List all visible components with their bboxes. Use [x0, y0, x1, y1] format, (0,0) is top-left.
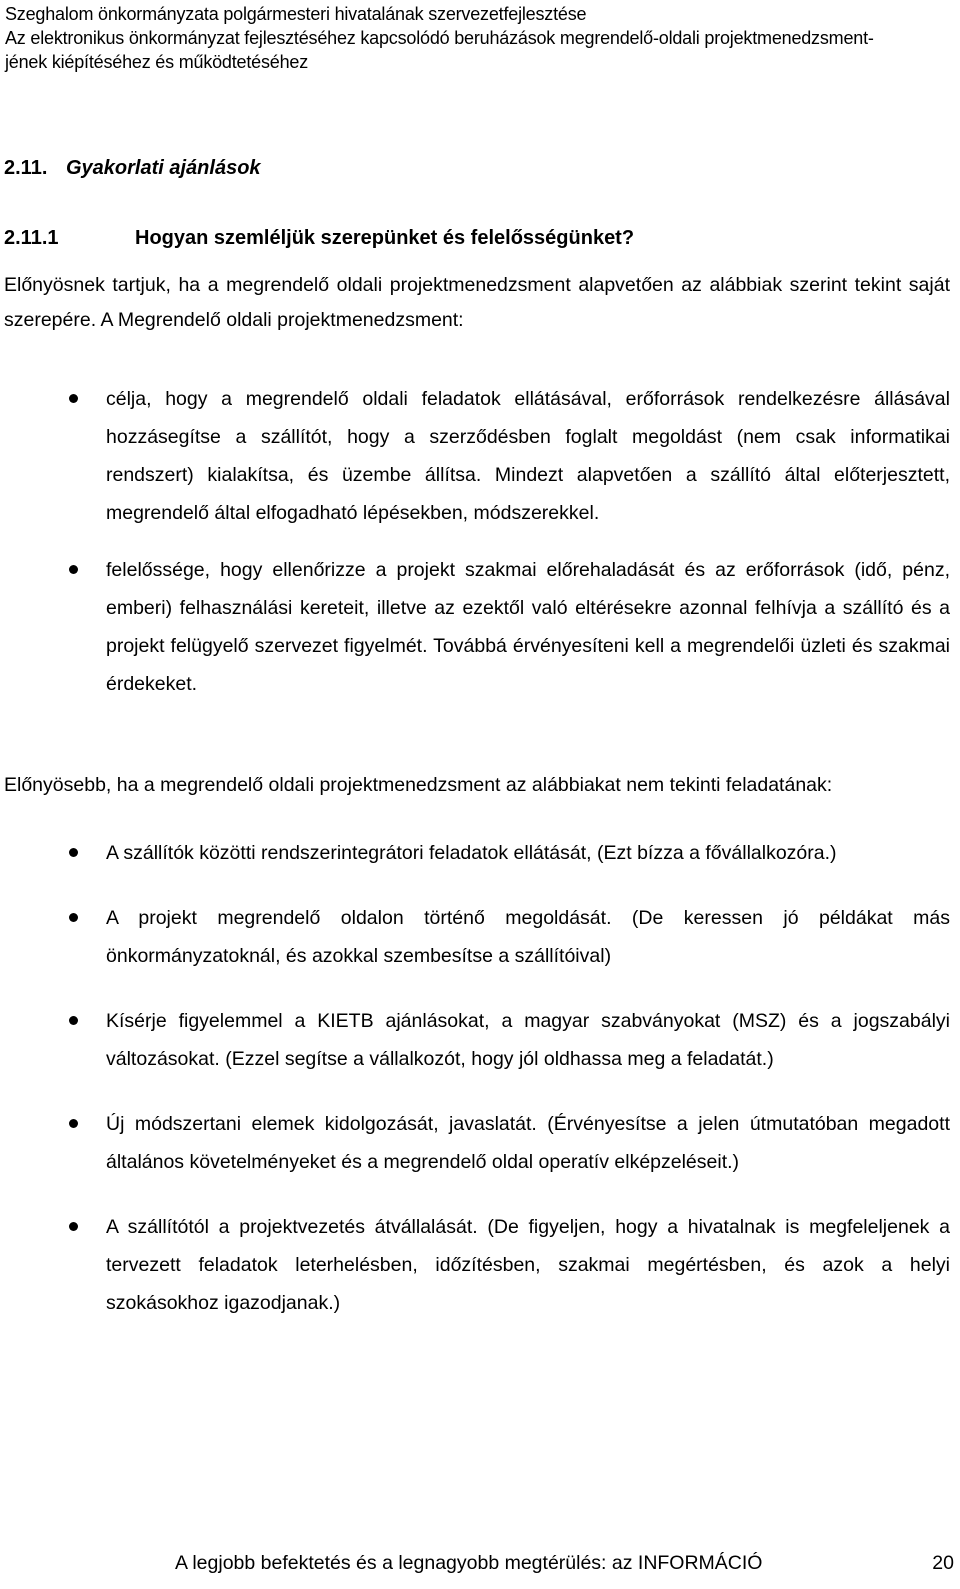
header-line-3: jének kiépítéséhez és működtetéséhez [5, 52, 308, 72]
not-tasks-list [0, 834, 950, 1349]
section-number: 2.11. [4, 157, 48, 179]
subsection-number: 2.11.1 [4, 227, 59, 249]
list-item [0, 551, 950, 703]
page-number: 20 [932, 1552, 954, 1574]
list-item [0, 380, 950, 532]
list-item [0, 899, 950, 975]
section-title: Gyakorlati ajánlások [66, 157, 261, 179]
list-item [0, 1002, 950, 1078]
bullet-icon [69, 1016, 78, 1025]
list-item-text: A szállítók közötti rendszerintegrátori feladatok ellátását, (Ezt bízza a fővállalkozóra.) [106, 842, 837, 864]
bullet-icon [69, 848, 78, 857]
list-item-text: célja, hogy a megrendelő oldali feladatok ellátásával, erőforrások rendelkezésre állásával hozzásegítse a szállítót, hogy a szerződésben foglalt megoldást (nem csak informatikai rendszert) kialakítsa, és üzembe állítsa. Mindezt alapvetően a szállító által előterjesztett, megrendelő által elfogadható lépésekben, módszerekkel. [106, 388, 950, 524]
bullet-icon [69, 913, 78, 922]
intro-paragraph: Előnyösnek tartjuk, ha a megrendelő oldali projektmenedzsment alapvetően az alábbiak szerint tekint saját szerepére. A Megrendelő oldali projektmenedzsment: [4, 274, 950, 331]
footer-text: A legjobb befektetés és a legnagyobb megtérülés: az INFORMÁCIÓ [175, 1552, 763, 1574]
list-item-text: Kísérje figyelemmel a KIETB ajánlásokat, a magyar szabványokat (MSZ) és a jogszabályi változásokat. (Ezzel segítse a vállalkozót, hogy jól oldhassa meg a feladatát.) [106, 1010, 950, 1070]
header-line-2: Az elektronikus önkormányzat fejlesztéséhez kapcsolódó beruházások megrendelő-oldali projektmenedzsment- [5, 28, 874, 48]
subsection-heading [4, 227, 634, 250]
list-item-text: Új módszertani elemek kidolgozását, javaslatát. (Érvényesítse a jelen útmutatóban megadott általános követelményeket és a megrendelő oldal operatív elképzeléseit.) [106, 1113, 950, 1173]
list-item-text: A projekt megrendelő oldalon történő megoldását. (De keressen jó példákat más önkormányzatoknál, és azokkal szembesítse a szállítóival) [106, 907, 950, 967]
list-item-text: felelőssége, hogy ellenőrizze a projekt szakmai előrehaladását és az erőforrások (idő, pénz, emberi) felhasználási kereteit, illetve az ezektől való eltérésekre azonnal felhívja a szállító és a projekt felügyelő szervezet figyelmét. Továbbá érvényesíteni kell a megrendelői üzleti és szakmai érdekeket. [106, 559, 950, 695]
header-line-1: Szeghalom önkormányzata polgármesteri hivatalának szervezetfejlesztése [5, 4, 587, 24]
bullet-icon [69, 1119, 78, 1128]
page-header [5, 2, 950, 74]
list-item [0, 834, 950, 872]
subsection-title: Hogyan szemléljük szerepünket és felelősségünket? [135, 227, 635, 249]
bullet-icon [69, 394, 78, 403]
list-item [0, 1105, 950, 1181]
second-paragraph: Előnyösebb, ha a megrendelő oldali projektmenedzsment az alábbiakat nem tekinti feladatának: [4, 774, 833, 796]
page-footer [0, 1548, 960, 1582]
bullet-icon [69, 565, 78, 574]
list-item-text: A szállítótól a projektvezetés átvállalását. (De figyeljen, hogy a hivatalnak is megfeleljenek a tervezett feladatok leterhelésben, időzítésben, szakmai megértésben, és azok a helyi szokásokhoz igazodjanak.) [106, 1216, 950, 1314]
list-item [0, 1208, 950, 1322]
responsibility-list [0, 380, 950, 722]
section-heading [4, 157, 261, 180]
bullet-icon [69, 1222, 78, 1231]
